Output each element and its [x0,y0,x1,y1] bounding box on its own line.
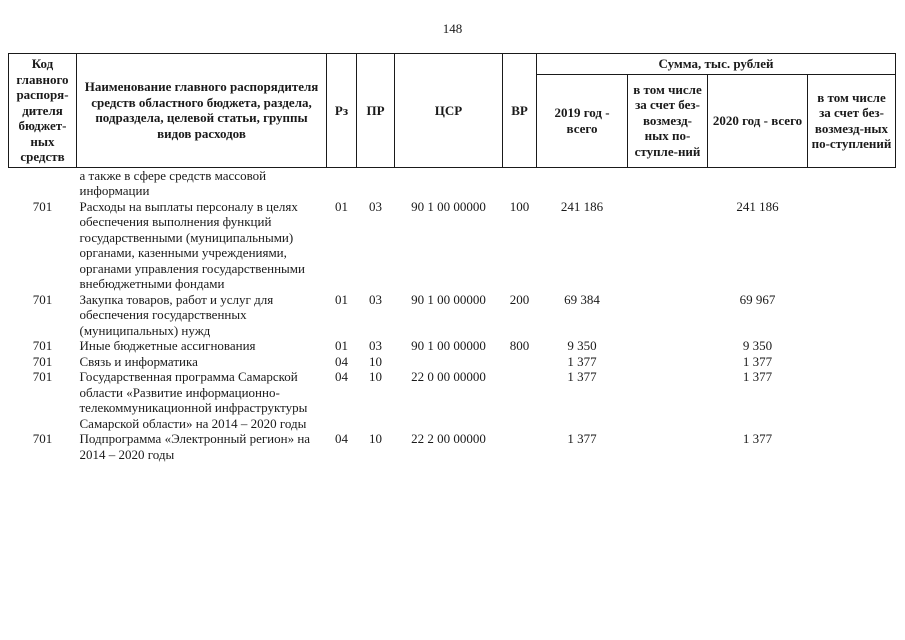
header-name: Наименование главного распорядителя средств областного бюджета, раздела, подраздела, целевой статьи, группы видов расходов [77,54,327,168]
cell-s2019: 1 377 [567,353,597,369]
cell-code [9,167,77,199]
cell-name: Связь и информатика [79,353,198,369]
header-sum-2019: 2019 год - всего [537,74,628,167]
budget-table [8,53,896,462]
cell-f2020 [808,431,896,462]
cell-vr [503,354,537,370]
cell-csr: 90 1 00 00000 [411,291,486,307]
cell-rz: 01 [335,198,348,214]
cell-pr: 10 [369,431,382,446]
cell-name: Закупка товаров, работ и услуг для обеспечения государственных (муниципальных) нужд [79,291,274,338]
cell-pr: 03 [369,338,382,353]
cell-f2019 [628,431,708,462]
cell-s2019: 1 377 [567,369,597,384]
cell-code: 701 [32,353,53,369]
cell-name: а также в сфере средств массовой информации [79,167,267,198]
header-free-2019: в том числе за счет без-возмезд-ных по-ступле-ний [628,74,708,167]
cell-f2019 [628,199,708,292]
cell-f2019 [628,338,708,354]
page-number: 148 [442,21,463,36]
cell-code: 701 [32,338,53,353]
cell-name: Иные бюджетные ассигнования [79,338,256,353]
cell-s2020: 241 186 [736,198,779,214]
cell-csr: 90 1 00 00000 [411,338,486,353]
table-row [9,369,896,431]
table-body [9,167,896,462]
cell-s2019 [537,167,628,199]
table-row [9,338,896,354]
cell-csr [395,354,503,370]
cell-s2019: 241 186 [560,198,604,214]
header-free-2020: в том числе за счет без-возмезд-ных по-ступлений [808,74,896,167]
cell-s2020: 69 967 [739,291,776,307]
cell-s2019: 69 384 [564,291,600,307]
table-row [9,354,896,370]
cell-pr: 10 [369,369,382,384]
cell-csr: 22 2 00 00000 [411,431,486,446]
cell-f2020 [808,199,896,292]
cell-f2019 [628,292,708,339]
cell-vr [503,369,537,431]
cell-f2020 [808,292,896,339]
cell-pr: 03 [369,291,382,307]
cell-s2019: 1 377 [567,431,597,446]
table-row [9,431,896,462]
cell-f2020 [808,167,896,199]
cell-f2019 [628,369,708,431]
cell-s2020: 1 377 [742,369,773,384]
cell-s2020: 9 350 [742,338,773,353]
cell-f2020 [808,338,896,354]
cell-s2020: 1 377 [742,353,773,369]
cell-csr: 90 1 00 00000 [411,198,486,214]
cell-rz: 04 [335,431,348,446]
cell-pr: 03 [369,198,382,214]
table-header [9,54,896,168]
header-sum-group: Сумма, тыс. рублей [537,54,896,75]
header-csr: ЦСР [395,54,503,168]
header-sum-2020: 2020 год - всего [708,74,808,167]
cell-rz: 04 [335,369,348,384]
cell-f2020 [808,369,896,431]
cell-csr: 22 0 00 00000 [411,369,486,384]
cell-vr: 800 [509,338,530,353]
cell-vr: 100 [509,198,530,214]
cell-vr [503,431,537,462]
cell-code: 701 [32,431,53,446]
table-row [9,167,896,199]
cell-s2020: 1 377 [742,431,773,446]
cell-f2020 [808,354,896,370]
table-row [9,199,896,292]
cell-f2019 [628,167,708,199]
cell-vr: 200 [509,291,530,307]
cell-csr [395,167,503,199]
cell-vr [503,167,537,199]
cell-name: Подпрограмма «Электронный регион» на 2014 – 2020 годы [79,431,311,462]
header-code: Код главного распоря-дителя бюджет-ных средств [9,54,77,168]
cell-rz: 04 [335,353,348,369]
table-row [9,292,896,339]
header-rz: Рз [327,54,357,168]
cell-s2020 [708,167,808,199]
cell-pr [357,167,395,199]
cell-name: Государственная программа Самарской области «Развитие информационно-телекоммуникационной инфраструктуры Самарской области» на 2014 – 2020 годы [79,369,308,431]
cell-rz: 01 [335,338,348,353]
cell-code: 701 [32,198,53,214]
cell-f2019 [628,354,708,370]
cell-s2019: 9 350 [567,338,597,353]
cell-rz: 01 [335,291,348,307]
cell-code: 701 [32,369,53,384]
cell-name: Расходы на выплаты персоналу в целях обеспечения выполнения функций государственными (муниципальными) органами, казенными учреждениями, органами управления государственными внебюджетными фондами [79,198,305,291]
cell-code: 701 [32,291,53,307]
header-vr: ВР [503,54,537,168]
cell-pr: 10 [369,353,382,369]
header-pr: ПР [357,54,395,168]
cell-rz [327,167,357,199]
